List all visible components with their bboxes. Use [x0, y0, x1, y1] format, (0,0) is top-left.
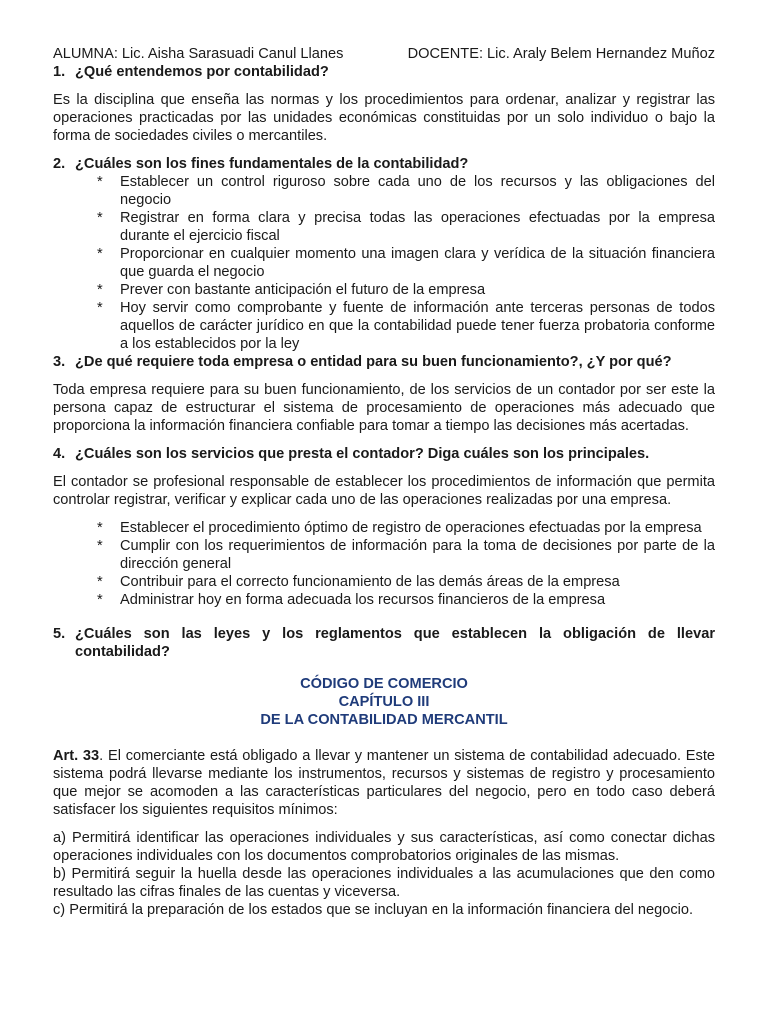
answer-3: Toda empresa requiere para su buen funcionamiento, de los servicios de un contador por ser este la persona capaz de estructurar el sistema de procesamiento de operaciones más adecuado que proporciona la información financiera confiable para tomar a tiempo las decisiones más acertadas.: [53, 382, 715, 434]
question-text: ¿De qué requiere toda empresa o entidad para su buen funcionamiento?, ¿Y por qué?: [75, 354, 672, 370]
list-item: * Prever con bastante anticipación el futuro de la empresa: [97, 281, 715, 299]
document-header: [53, 45, 715, 65]
question-number: 3.: [53, 354, 66, 370]
services-list: [53, 519, 715, 609]
list-item: * Contribuir para el correcto funcionamiento de las demás áreas de la empresa: [97, 573, 715, 591]
chapter-title: CAPÍTULO III: [338, 694, 430, 710]
list-item: * Establecer el procedimiento óptimo de registro de operaciones efectuadas por la empresa: [97, 519, 715, 537]
question-number: 1.: [53, 64, 66, 80]
question-1: [53, 63, 715, 81]
article-label: Art. 33: [53, 748, 100, 764]
question-3: [53, 353, 715, 371]
article-33: [53, 747, 715, 819]
list-item: * Hoy servir como comprobante y fuente de información ante terceras personas de todos aquellos de carácter jurídico en que la contabilidad puede tener fuerza probatoria conforme a los establecidos por la ley: [97, 299, 715, 353]
question-text: ¿Qué entendemos por contabilidad?: [75, 64, 329, 80]
answer-1: Es la disciplina que enseña las normas y los procedimientos para ordenar, analizar y registrar las operaciones practicadas por las unidades económicas constituidas por un solo individuo o bajo la forma de sociedades civiles o mercantiles.: [53, 92, 715, 144]
question-text: ¿Cuáles son las leyes y los reglamentos que establecen la obligación de llevar contabilidad?: [75, 626, 715, 660]
chapter-subtitle: DE LA CONTABILIDAD MERCANTIL: [260, 712, 508, 728]
teacher-name: DOCENTE: Lic. Araly Belem Hernandez Muñoz: [407, 46, 715, 62]
document-page: [53, 45, 715, 919]
question-number: 2.: [53, 156, 66, 172]
code-title: CÓDIGO DE COMERCIO: [300, 676, 468, 692]
question-text: ¿Cuáles son los servicios que presta el contador? Diga cuáles son los principales.: [75, 446, 650, 462]
list-item: * Administrar hoy en forma adecuada los recursos financieros de la empresa: [97, 591, 715, 609]
question-5: [53, 625, 715, 661]
question-4: [53, 445, 715, 463]
answer-4: El contador se profesional responsable de establecer los procedimientos de información que permita controlar registrar, verificar y explicar cada uno de las operaciones realizadas por una empresa.: [53, 474, 715, 508]
question-number: 4.: [53, 446, 66, 462]
question-text: ¿Cuáles son los fines fundamentales de la contabilidad?: [75, 156, 469, 172]
requirement-b: b) Permitirá seguir la huella desde las operaciones individuales a las acumulaciones que den como resultado las cifras finales de las cuentas y viceversa.: [53, 866, 715, 900]
list-item: * Cumplir con los requerimientos de información para la toma de decisiones por parte de la dirección general: [97, 537, 715, 573]
article-text: . El comerciante está obligado a llevar y mantener un sistema de contabilidad adecuado. Este sistema podrá llevarse mediante los instrumentos, recursos y sistemas de registro y procesamiento que mejor se acomoden a las características particulares del negocio, pero en todo caso deberá satisfacer los siguientes requisitos mínimos:: [53, 748, 716, 818]
list-item: * Establecer un control riguroso sobre cada uno de los recursos y las obligaciones del negocio: [97, 173, 715, 209]
goals-list: [53, 173, 715, 353]
requirement-c: c) Permitirá la preparación de los estados que se incluyan en la información financiera del negocio.: [53, 902, 694, 918]
question-2: [53, 155, 715, 173]
code-heading: [53, 675, 715, 729]
question-number: 5.: [53, 626, 66, 642]
student-name: ALUMNA: Lic. Aisha Sarasuadi Canul Llanes: [53, 46, 344, 62]
list-item: * Registrar en forma clara y precisa todas las operaciones efectuadas por la empresa durante el ejercicio fiscal: [97, 209, 715, 245]
list-item: * Proporcionar en cualquier momento una imagen clara y verídica de la situación financiera que guarda el negocio: [97, 245, 715, 281]
requirement-a: a) Permitirá identificar las operaciones individuales y sus características, así como conectar dichas operaciones individuales con los documentos comprobatorios originales de las mismas.: [53, 830, 715, 864]
